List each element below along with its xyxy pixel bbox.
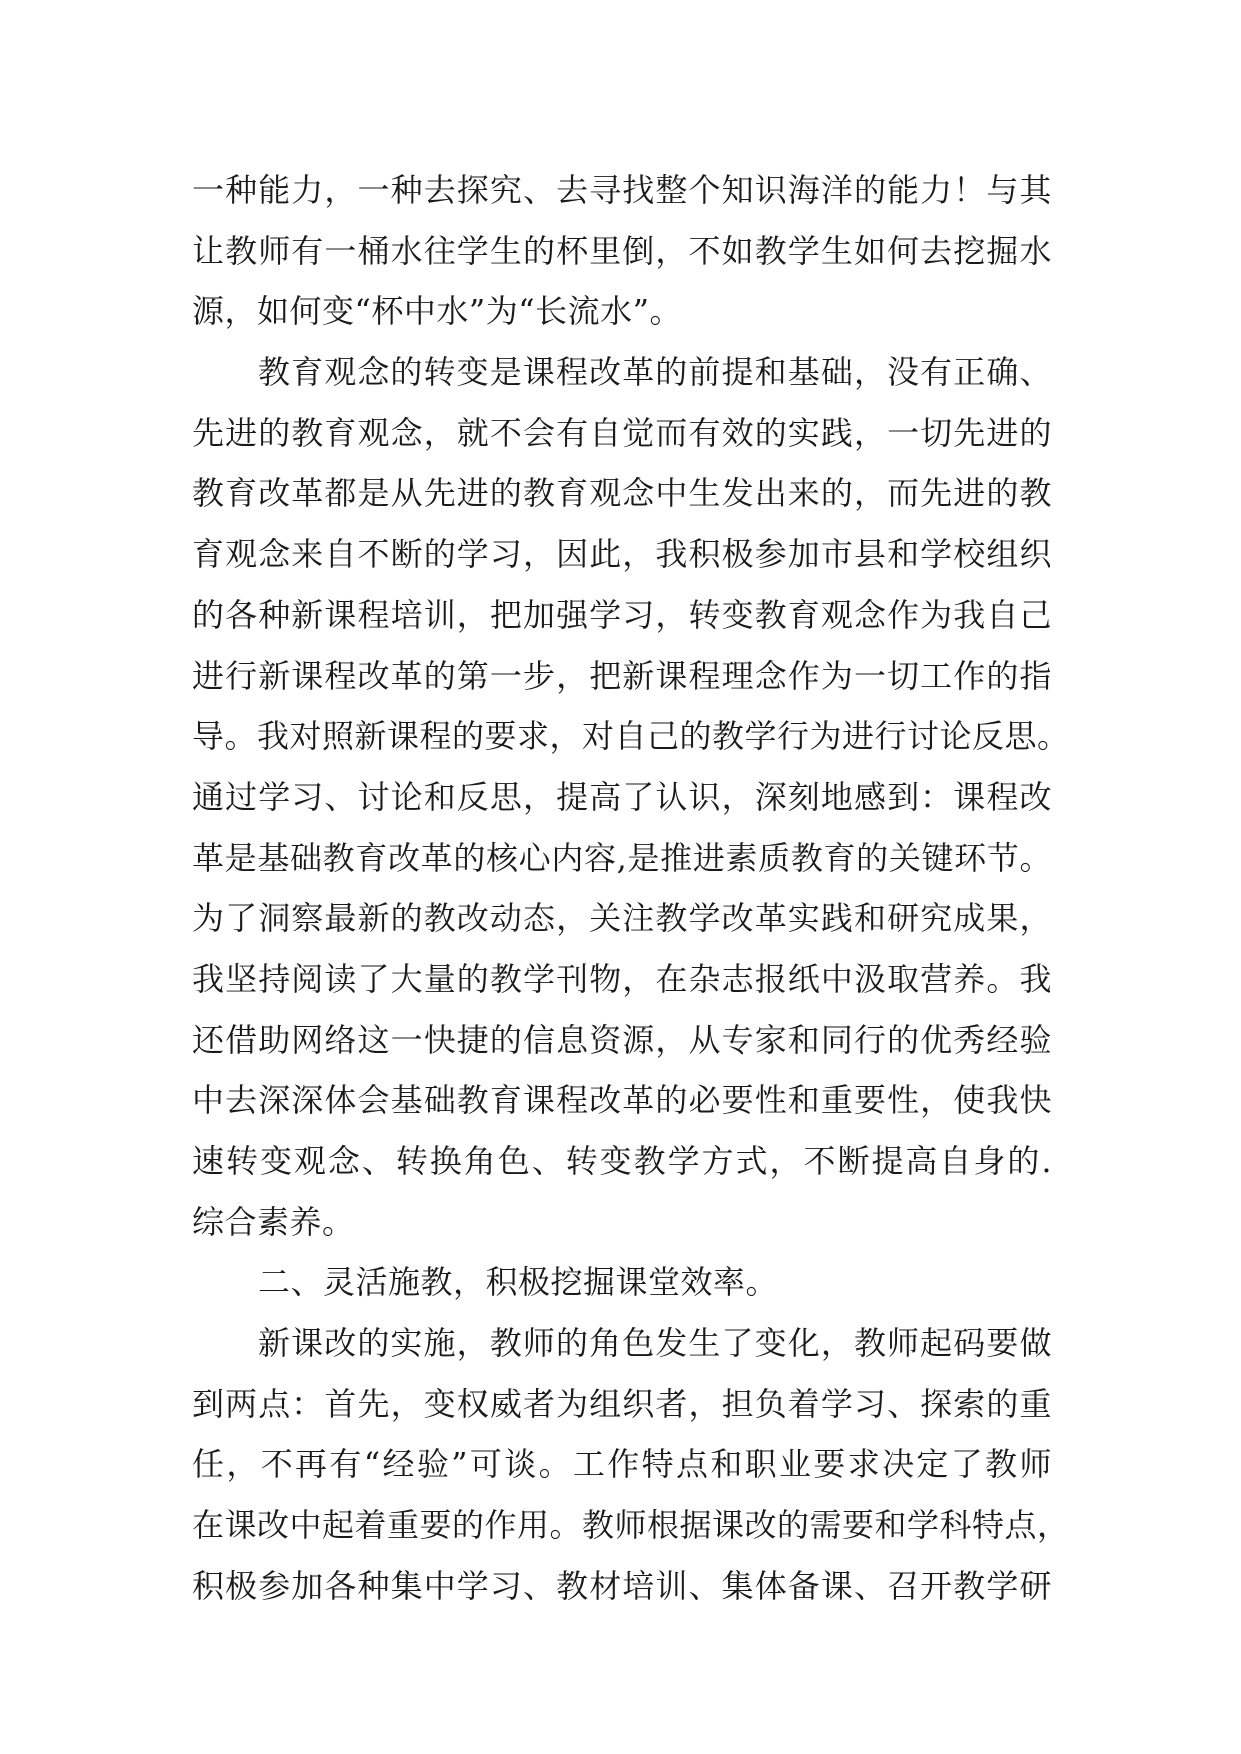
text-line: 新课改的实施，教师的角色发生了变化，教师起码要做 (258, 1324, 1052, 1363)
text-line: 任，不再有“经验”可谈。工作特点和职业要求决定了教师 (192, 1445, 1052, 1484)
text-line: 为了洞察最新的教改动态，关注教学改革实践和研究成果， (192, 899, 1052, 938)
text-line: 到两点：首先，变权威者为组织者，担负着学习、探索的重 (192, 1384, 1052, 1423)
text-line: 革是基础教育改革的核心内容,是推进素质教育的关键环节。 (192, 838, 1052, 877)
text-line: 的各种新课程培训，把加强学习，转变教育观念作为我自己 (192, 595, 1052, 634)
text-line: 先进的教育观念，就不会有自觉而有效的实践，一切先进的 (192, 413, 1052, 452)
text-line: 我坚持阅读了大量的教学刊物，在杂志报纸中汲取营养。我 (192, 959, 1052, 998)
text-line: 教育改革都是从先进的教育观念中生发出来的，而先进的教 (192, 474, 1052, 513)
text-line: 通过学习、讨论和反思，提高了认识，深刻地感到：课程改 (192, 777, 1052, 816)
document-body (192, 160, 1070, 1617)
text-line: 教育观念的转变是课程改革的前提和基础，没有正确、 (258, 353, 1052, 392)
text-line: 育观念来自不断的学习，因此，我积极参加市县和学校组织 (192, 535, 1052, 574)
text-line: 二、灵活施教，积极挖掘课堂效率。 (258, 1263, 779, 1302)
text-line: 让教师有一桶水往学生的杯里倒，不如教学生如何去挖掘水 (192, 231, 1052, 270)
text-line: 中去深深体会基础教育课程改革的必要性和重要性，使我快 (192, 1081, 1052, 1120)
text-line: 源，如何变“杯中水”为“长流水”。 (192, 292, 682, 331)
text-line: 进行新课程改革的第一步，把新课程理念作为一切工作的指 (192, 656, 1052, 695)
text-line: 综合素养。 (192, 1202, 355, 1241)
text-line: 在课改中起着重要的作用。教师根据课改的需要和学科特点， (192, 1506, 1070, 1545)
text-line: 速转变观念、转换角色、转变教学方式，不断提高自身的. (192, 1142, 1052, 1180)
text-line: 还借助网络这一快捷的信息资源，从专家和同行的优秀经验 (192, 1020, 1052, 1059)
text-line: 一种能力，一种去探究、去寻找整个知识海洋的能力！与其 (192, 171, 1052, 209)
text-line: 积极参加各种集中学习、教材培训、集体备课、召开教学研 (192, 1566, 1052, 1605)
text-line: 导。我对照新课程的要求，对自己的教学行为进行讨论反思。 (192, 717, 1070, 756)
